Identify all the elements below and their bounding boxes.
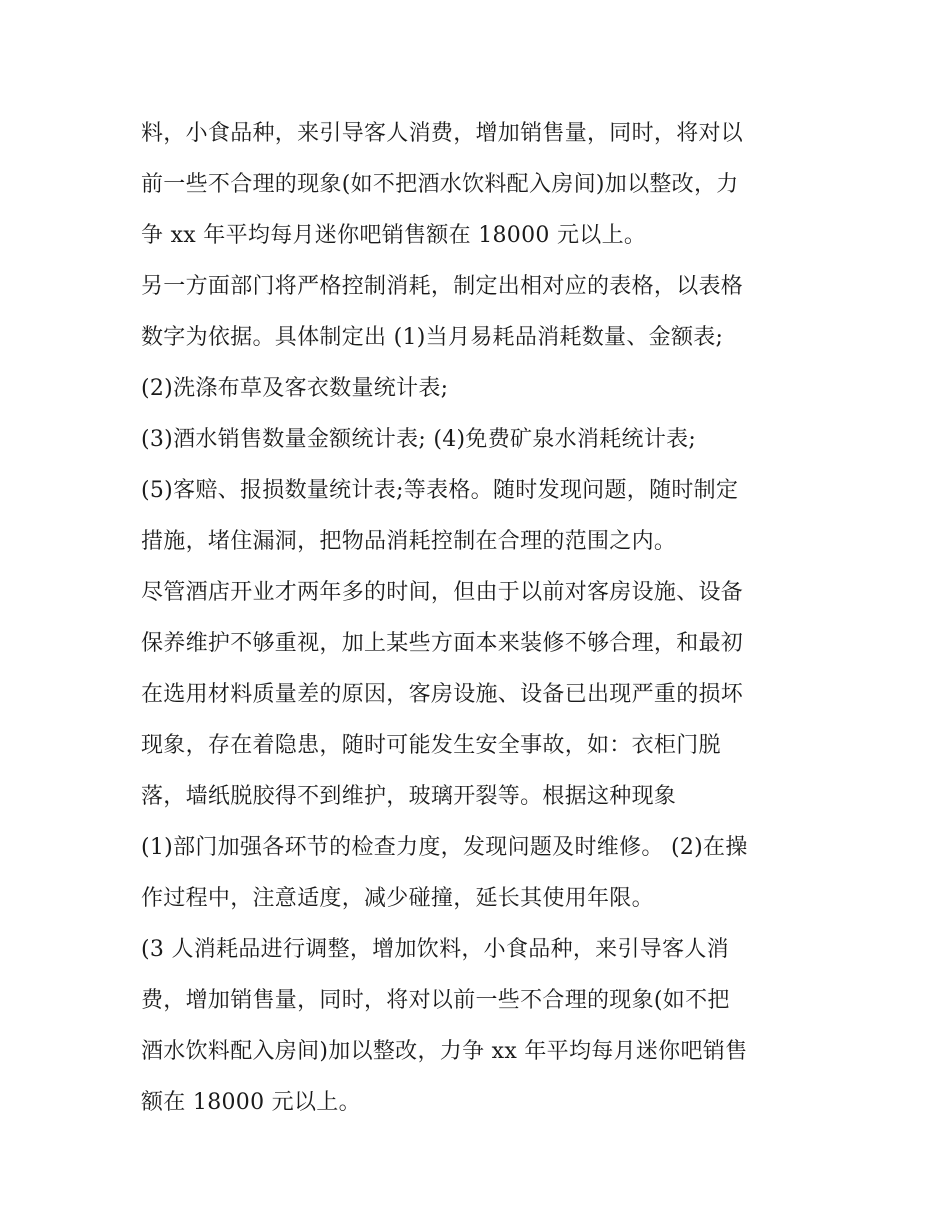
text-line: 作过程中，注意适度，减少碰撞，延长其使用年限。 <box>141 886 654 911</box>
text-line: (2)洗涤布草及客衣数量统计表; <box>141 376 449 401</box>
text-line: 尽管酒店开业才两年多的时间，但由于以前对客房设施、设备 <box>141 580 744 605</box>
text-line: 酒水饮料配入房间)加以整改，力争 xx 年平均每月迷你吧销售 <box>141 1039 748 1064</box>
text-line: (3)酒水销售数量金额统计表; (4)免费矿泉水消耗统计表; <box>141 427 697 452</box>
text-line: 数字为依据。具体制定出 (1)当月易耗品消耗数量、金额表; <box>141 325 724 350</box>
text-line: 额在 18000 元以上。 <box>141 1090 361 1115</box>
text-line: (1)部门加强各环节的检查力度，发现问题及时维修。 (2)在操 <box>141 835 748 860</box>
text-line: (5)客赔、报损数量统计表;等表格。随时发现问题，随时制定 <box>141 478 739 503</box>
text-line: 措施，堵住漏洞，把物品消耗控制在合理的范围之内。 <box>141 529 677 554</box>
text-line: 落，墙纸脱胶得不到维护，玻璃开裂等。根据这种现象 <box>141 784 677 809</box>
body-text <box>141 108 821 1128</box>
text-line: 料，小食品种，来引导客人消费，增加销售量，同时，将对以 <box>141 121 744 146</box>
text-line: 费，增加销售量，同时，将对以前一些不合理的现象(如不把 <box>141 988 730 1013</box>
text-line: 另一方面部门将严格控制消耗，制定出相对应的表格，以表格 <box>141 274 744 299</box>
text-line: 前一些不合理的现象(如不把酒水饮料配入房间)加以整改，力 <box>141 172 739 197</box>
text-line: 现象，存在着隐患，随时可能发生安全事故，如：衣柜门脱 <box>141 733 721 758</box>
text-line: (3 人消耗品进行调整，增加饮料，小食品种，来引导客人消 <box>141 937 729 962</box>
text-line: 保养维护不够重视，加上某些方面本来装修不够合理，和最初 <box>141 631 744 656</box>
text-line: 在选用材料质量差的原因，客房设施、设备已出现严重的损坏 <box>141 682 744 707</box>
text-line: 争 xx 年平均每月迷你吧销售额在 18000 元以上。 <box>141 223 647 248</box>
